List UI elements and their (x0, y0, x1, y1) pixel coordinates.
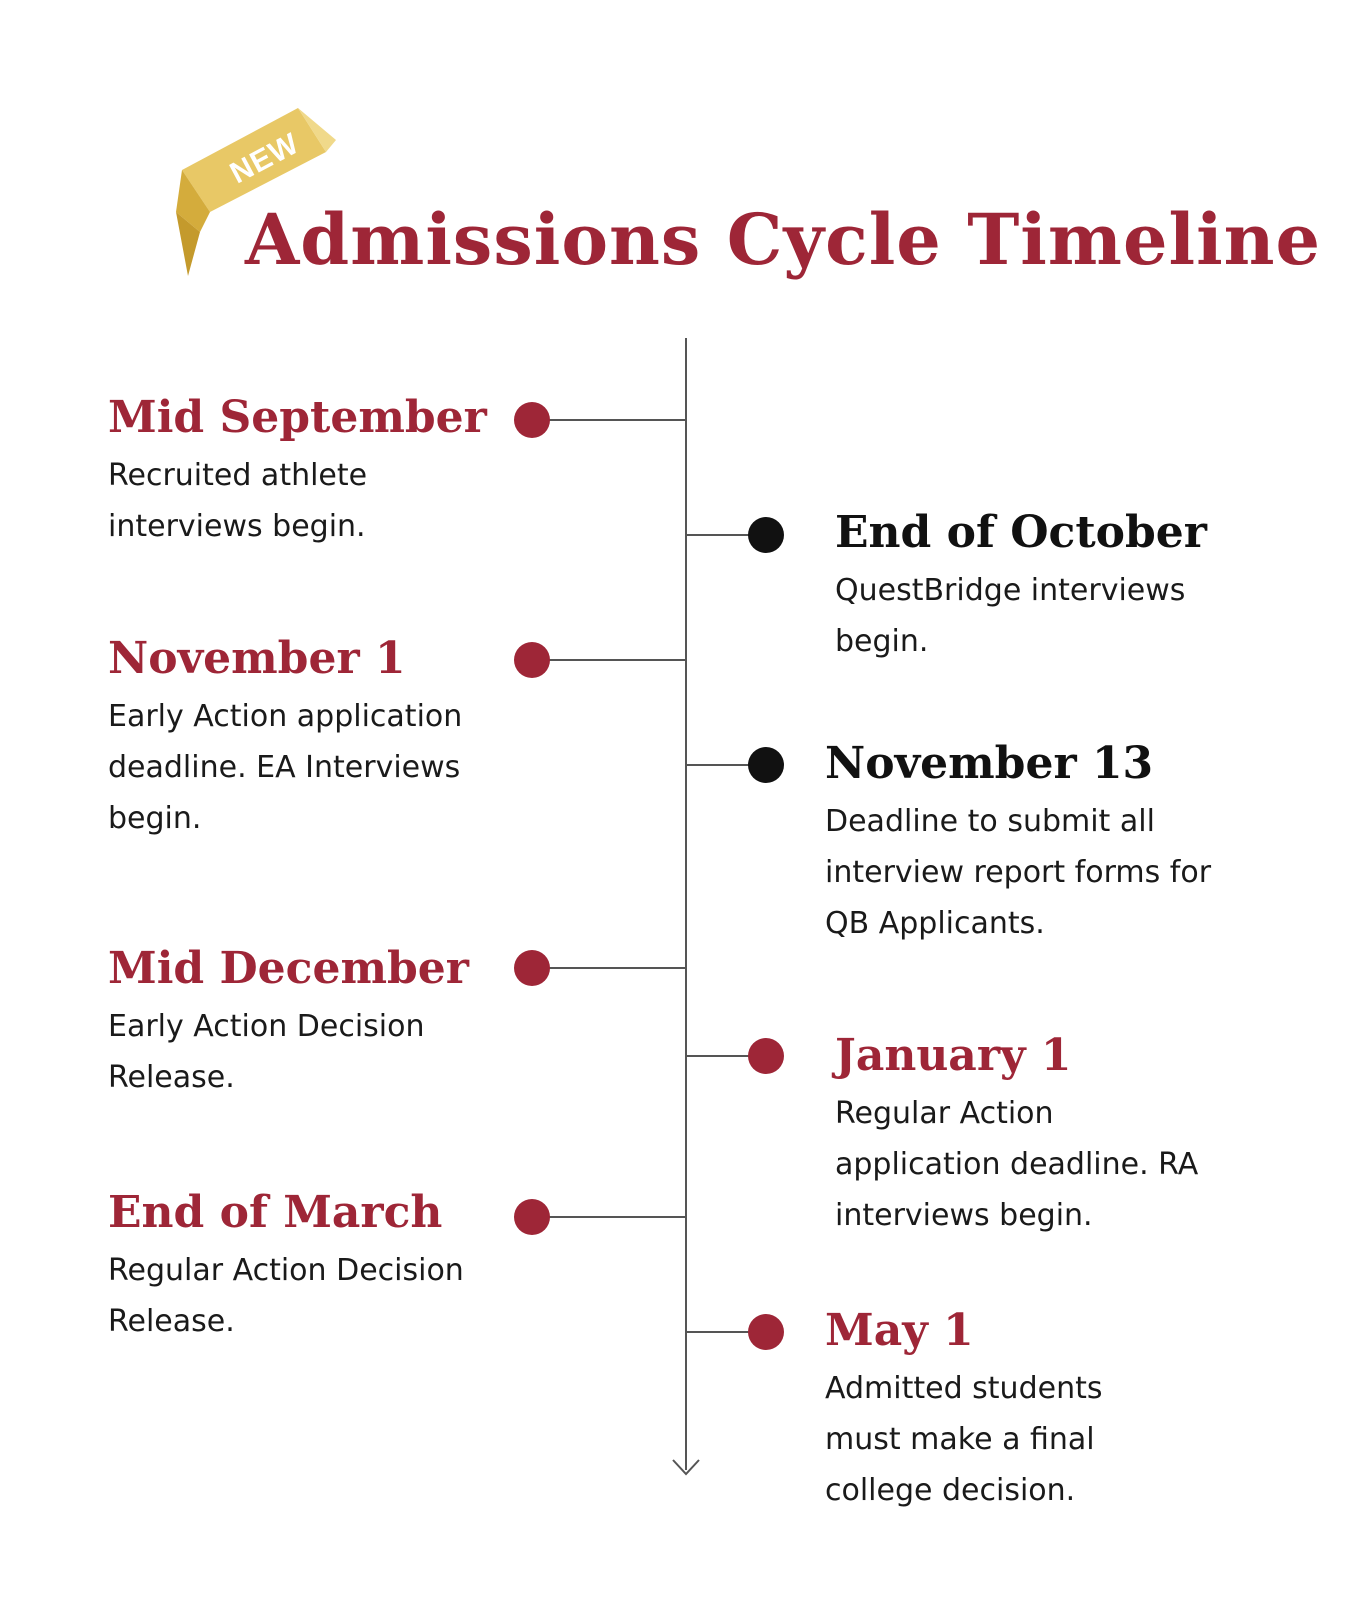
event-mid-september (108, 392, 528, 552)
event-description: Recruited athlete interviews begin. (108, 458, 368, 544)
timeline-dot-icon (748, 1038, 784, 1074)
event-november-1 (108, 633, 528, 844)
event-end-of-october (835, 507, 1255, 667)
event-date: Mid December (108, 943, 469, 994)
timeline-dot-icon (514, 950, 550, 986)
event-description: Admitted students must make a final college decision. (825, 1371, 1103, 1508)
event-description: QuestBridge interviews begin. (835, 573, 1186, 659)
new-badge: NEW (224, 126, 305, 191)
event-end-of-march (108, 1187, 468, 1347)
timeline-dot-icon (748, 747, 784, 783)
event-description: Early Action application deadline. EA Interviews begin. (108, 699, 463, 836)
event-description: Deadline to submit all interview report forms for QB Applicants. (825, 804, 1212, 941)
event-may-1 (825, 1305, 1185, 1516)
event-date: November 1 (108, 633, 406, 684)
event-date: End of March (108, 1187, 443, 1238)
timeline-dot-icon (514, 1199, 550, 1235)
event-january-1 (835, 1030, 1225, 1241)
event-description: Regular Action Decision Release. (108, 1253, 464, 1339)
event-description: Early Action Decision Release. (108, 1009, 425, 1095)
event-date: November 13 (825, 738, 1154, 789)
page-title: Admissions Cycle Timeline (245, 198, 1322, 281)
event-date: End of October (835, 507, 1207, 558)
event-date: January 1 (835, 1030, 1072, 1081)
event-date: May 1 (825, 1305, 974, 1356)
timeline-dot-icon (748, 1314, 784, 1350)
event-description: Regular Action application deadline. RA interviews begin. (835, 1096, 1199, 1233)
timeline-dot-icon (748, 517, 784, 553)
event-mid-december (108, 943, 508, 1103)
event-november-13 (825, 738, 1225, 949)
event-date: Mid September (108, 392, 487, 443)
